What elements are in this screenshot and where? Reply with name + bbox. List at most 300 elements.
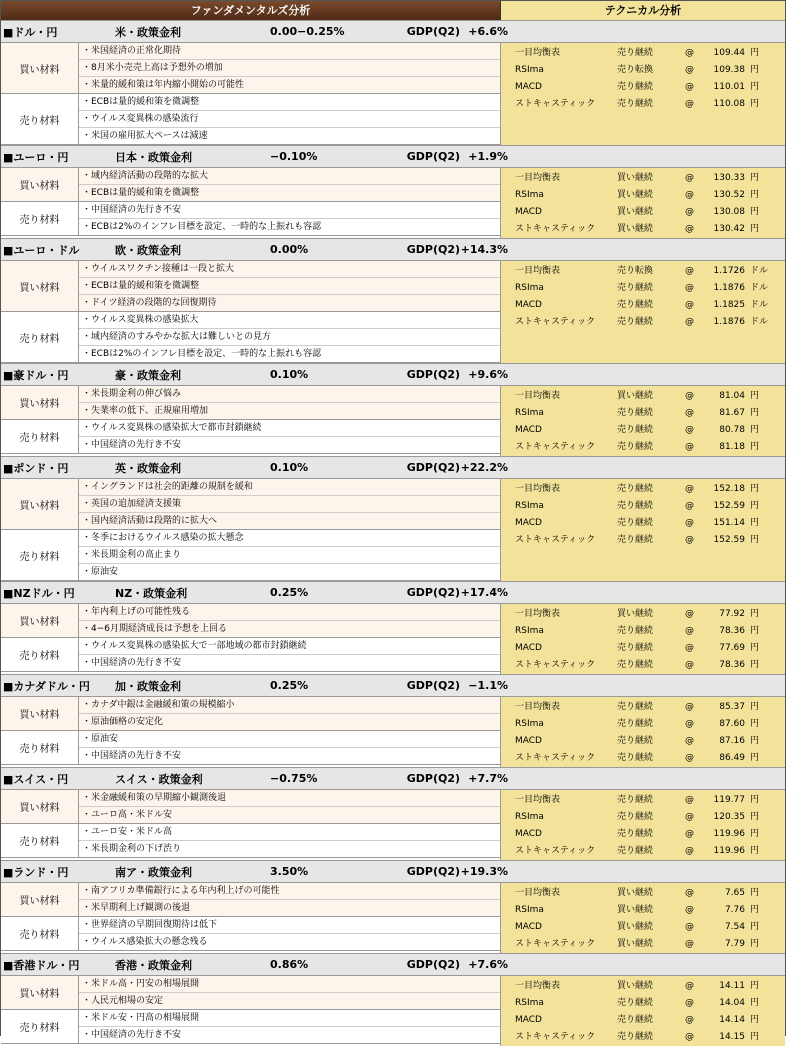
at-mark: @ xyxy=(685,795,694,805)
factor-item: ・米金融緩和策の早期縮小観測後退 xyxy=(79,790,500,807)
factor-item: ・中国経済の先行き不安 xyxy=(82,1030,182,1040)
currency-section xyxy=(1,953,785,1046)
at-mark: @ xyxy=(685,981,694,991)
unit: 円 xyxy=(750,65,760,75)
buy-factors-label: 買い材料 xyxy=(1,604,79,637)
indicator-name: MACD xyxy=(515,82,542,92)
signal: 買い継続 xyxy=(617,609,654,619)
signal: 売り継続 xyxy=(617,484,654,494)
signal: 売り継続 xyxy=(617,846,654,856)
signal: 買い継続 xyxy=(617,939,654,949)
policy-rate-label: スイス・政策金利 xyxy=(115,772,203,786)
technical-row xyxy=(501,439,785,456)
section-body xyxy=(1,604,785,674)
price: 152.59 xyxy=(713,535,745,545)
buy-factors xyxy=(1,883,500,917)
unit: 円 xyxy=(750,224,760,234)
gdp-value: +14.3% xyxy=(460,243,508,256)
policy-rate-value: 0.00−0.25% xyxy=(270,25,345,38)
currency-pair: ■カナダドル・円 xyxy=(3,679,90,693)
sell-factors xyxy=(1,824,500,858)
unit: ドル xyxy=(750,317,769,327)
at-mark: @ xyxy=(685,283,694,293)
currency-pair: ■ランド・円 xyxy=(3,865,69,879)
unit: 円 xyxy=(750,846,760,856)
factor-item: ・米早期利上げ観測の後退 xyxy=(82,903,191,913)
gdp-label: GDP(Q2) xyxy=(406,368,460,381)
gdp-value: +17.4% xyxy=(460,586,508,599)
technical-row xyxy=(501,204,785,221)
buy-factors-label: 買い材料 xyxy=(1,261,79,311)
factor-item: ・失業率の低下、正規雇用増加 xyxy=(82,406,209,416)
unit: 円 xyxy=(750,501,760,511)
policy-rate-label: 香港・政策金利 xyxy=(115,958,192,972)
signal: 売り継続 xyxy=(617,442,654,452)
price: 81.67 xyxy=(719,408,745,418)
at-mark: @ xyxy=(685,812,694,822)
unit: 円 xyxy=(750,48,760,58)
unit: 円 xyxy=(750,981,760,991)
sell-factors xyxy=(1,312,500,363)
price: 130.33 xyxy=(713,173,745,183)
gdp-label: GDP(Q2) xyxy=(406,865,460,878)
factor-item: ・米長期金利の伸び悩み xyxy=(79,386,500,403)
currency-section xyxy=(1,363,785,456)
factor-item: ・ECBは量的緩和策を微調整 xyxy=(82,188,200,198)
technical-row xyxy=(501,657,785,674)
at-mark: @ xyxy=(685,484,694,494)
sell-factors-label: 売り材料 xyxy=(1,530,79,580)
indicator-name: 一目均衡表 xyxy=(515,795,561,805)
policy-rate-value: 3.50% xyxy=(270,865,309,878)
fundamentals-column xyxy=(1,790,501,860)
gdp-label: GDP(Q2) xyxy=(406,772,460,785)
technical-row xyxy=(501,263,785,280)
sell-factors-label: 売り材料 xyxy=(1,638,79,671)
technical-row xyxy=(501,388,785,405)
factor-item: ・ECBは2%のインフレ目標を設定、一時的な上振れも容認 xyxy=(82,222,322,232)
unit: 円 xyxy=(750,719,760,729)
currency-pair: ■ポンド・円 xyxy=(3,461,69,475)
technical-header: テクニカル分析 xyxy=(501,1,785,20)
unit: 円 xyxy=(750,518,760,528)
fundamentals-header: ファンダメンタルズ分析 xyxy=(1,1,501,20)
unit: 円 xyxy=(750,391,760,401)
signal: 売り継続 xyxy=(617,535,654,545)
indicator-name: MACD xyxy=(515,300,542,310)
policy-rate-label: 米・政策金利 xyxy=(115,25,181,39)
section-title xyxy=(1,20,785,43)
section-body xyxy=(1,790,785,860)
indicator-name: ストキャスティック xyxy=(515,317,596,327)
signal: 売り継続 xyxy=(617,408,654,418)
currency-section xyxy=(1,238,785,363)
policy-rate-value: 0.10% xyxy=(270,368,309,381)
price: 119.96 xyxy=(713,829,745,839)
policy-rate-label: NZ・政策金利 xyxy=(115,586,188,600)
sell-factors xyxy=(1,638,500,672)
indicator-name: ストキャスティック xyxy=(515,660,596,670)
technical-row xyxy=(501,792,785,809)
section-title xyxy=(1,145,785,168)
at-mark: @ xyxy=(685,753,694,763)
buy-factors-label: 買い材料 xyxy=(1,479,79,529)
at-mark: @ xyxy=(685,48,694,58)
technical-column xyxy=(501,479,785,581)
indicator-name: RSIma xyxy=(515,65,544,75)
buy-factors-label: 買い材料 xyxy=(1,976,79,1009)
signal: 売り継続 xyxy=(617,1015,654,1025)
at-mark: @ xyxy=(685,660,694,670)
fundamentals-column xyxy=(1,697,501,767)
signal: 売り継続 xyxy=(617,317,654,327)
buy-factors xyxy=(1,43,500,94)
factor-item: ・米ドル高・円安の相場展開 xyxy=(79,976,500,993)
sell-factors-label: 売り材料 xyxy=(1,917,79,950)
factor-item: ・ウイルス変異株の感染拡大で都市封鎖継続 xyxy=(79,420,500,437)
at-mark: @ xyxy=(685,643,694,653)
gdp-value: −1.1% xyxy=(468,679,508,692)
unit: 円 xyxy=(750,1032,760,1042)
technical-row xyxy=(501,422,785,439)
price: 7.54 xyxy=(724,922,745,932)
at-mark: @ xyxy=(685,535,694,545)
factor-item: ・米国の雇用拡大ペースは減速 xyxy=(82,131,208,141)
signal: 売り継続 xyxy=(617,300,654,310)
indicator-name: 一目均衡表 xyxy=(515,48,561,58)
signal: 売り継続 xyxy=(617,736,654,746)
technical-row xyxy=(501,1029,785,1046)
factor-item: ・ECBは量的緩和策を微調整 xyxy=(79,278,500,295)
unit: 円 xyxy=(750,484,760,494)
technical-row xyxy=(501,79,785,96)
technical-row xyxy=(501,978,785,995)
signal: 買い継続 xyxy=(617,922,654,932)
technical-column xyxy=(501,604,785,674)
signal: 買い継続 xyxy=(617,173,654,183)
at-mark: @ xyxy=(685,266,694,276)
unit: 円 xyxy=(750,922,760,932)
currency-section xyxy=(1,767,785,860)
unit: 円 xyxy=(750,702,760,712)
price: 85.37 xyxy=(719,702,745,712)
at-mark: @ xyxy=(685,501,694,511)
currency-pair: ■NZドル・円 xyxy=(3,586,75,600)
section-body xyxy=(1,479,785,581)
sell-factors xyxy=(1,1010,500,1044)
buy-factors xyxy=(1,479,500,530)
sell-factors xyxy=(1,420,500,454)
price: 14.11 xyxy=(719,981,745,991)
price: 1.1825 xyxy=(713,300,745,310)
sell-factors xyxy=(1,917,500,951)
signal: 売り継続 xyxy=(617,501,654,511)
section-body xyxy=(1,261,785,363)
technical-row xyxy=(501,280,785,297)
factor-item: ・冬季におけるウイルス感染の拡大懸念 xyxy=(79,530,500,547)
signal: 売り継続 xyxy=(617,702,654,712)
price: 86.49 xyxy=(719,753,745,763)
factor-item: ・原油価格の安定化 xyxy=(82,717,164,727)
currency-section xyxy=(1,674,785,767)
gdp-label: GDP(Q2) xyxy=(406,679,460,692)
price: 1.1876 xyxy=(713,317,745,327)
factor-item: ・米長期金利の下げ渋り xyxy=(82,844,182,854)
indicator-name: 一目均衡表 xyxy=(515,609,561,619)
section-title xyxy=(1,860,785,883)
section-body xyxy=(1,168,785,238)
at-mark: @ xyxy=(685,317,694,327)
factor-item: ・英国の追加経済支援策 xyxy=(79,496,500,513)
indicator-name: MACD xyxy=(515,736,542,746)
policy-rate-label: 豪・政策金利 xyxy=(115,368,181,382)
buy-factors-label: 買い材料 xyxy=(1,883,79,916)
price: 120.35 xyxy=(713,812,745,822)
policy-rate-value: 0.25% xyxy=(270,586,309,599)
buy-factors xyxy=(1,386,500,420)
factor-item: ・世界経済の早期回復期待は低下 xyxy=(79,917,500,934)
policy-rate-value: 0.00% xyxy=(270,243,309,256)
sell-factors-label: 売り材料 xyxy=(1,420,79,453)
at-mark: @ xyxy=(685,65,694,75)
technical-row xyxy=(501,481,785,498)
factor-item: ・米国経済の正常化期待 xyxy=(79,43,500,60)
technical-row xyxy=(501,716,785,733)
price: 109.44 xyxy=(713,48,745,58)
buy-factors xyxy=(1,604,500,638)
currency-pair: ■ユーロ・円 xyxy=(3,150,69,164)
signal: 売り継続 xyxy=(617,643,654,653)
indicator-name: ストキャスティック xyxy=(515,224,596,234)
gdp-label: GDP(Q2) xyxy=(406,461,460,474)
at-mark: @ xyxy=(685,207,694,217)
indicator-name: RSIma xyxy=(515,626,544,636)
technical-row xyxy=(501,1012,785,1029)
signal: 買い継続 xyxy=(617,391,654,401)
currency-section xyxy=(1,860,785,953)
buy-factors-label: 買い材料 xyxy=(1,790,79,823)
section-title xyxy=(1,767,785,790)
unit: 円 xyxy=(750,905,760,915)
factor-item: ・中国経済の先行き不安 xyxy=(82,658,182,668)
unit: ドル xyxy=(750,300,769,310)
price: 14.14 xyxy=(719,1015,745,1025)
sell-factors-label: 売り材料 xyxy=(1,94,79,144)
currency-section xyxy=(1,581,785,674)
gdp-value: +22.2% xyxy=(460,461,508,474)
technical-row xyxy=(501,187,785,204)
technical-row xyxy=(501,733,785,750)
unit: 円 xyxy=(750,643,760,653)
technical-row xyxy=(501,919,785,936)
at-mark: @ xyxy=(685,829,694,839)
at-mark: @ xyxy=(685,846,694,856)
technical-row xyxy=(501,297,785,314)
technical-column xyxy=(501,883,785,953)
price: 81.04 xyxy=(719,391,745,401)
sell-factors-label: 売り材料 xyxy=(1,202,79,235)
price: 130.42 xyxy=(713,224,745,234)
price: 119.96 xyxy=(713,846,745,856)
unit: 円 xyxy=(750,442,760,452)
price: 119.77 xyxy=(713,795,745,805)
price: 78.36 xyxy=(719,660,745,670)
policy-rate-value: 0.25% xyxy=(270,679,309,692)
fundamentals-column xyxy=(1,386,501,456)
price: 81.18 xyxy=(719,442,745,452)
factor-item: ・米ドル安・円高の相場展開 xyxy=(79,1010,500,1027)
technical-row xyxy=(501,221,785,238)
factor-item: ・中国経済の先行き不安 xyxy=(79,202,500,219)
factor-item: ・年内利上げの可能性残る xyxy=(79,604,500,621)
signal: 売り継続 xyxy=(617,795,654,805)
factor-item: ・ドイツ経済の段階的な回復期待 xyxy=(82,298,217,308)
indicator-name: MACD xyxy=(515,1015,542,1025)
gdp-label: GDP(Q2) xyxy=(406,150,460,163)
gdp-label: GDP(Q2) xyxy=(406,243,460,256)
unit: 円 xyxy=(750,829,760,839)
signal: 売り継続 xyxy=(617,660,654,670)
unit: 円 xyxy=(750,609,760,619)
unit: 円 xyxy=(750,660,760,670)
unit: ドル xyxy=(750,283,769,293)
indicator-name: ストキャスティック xyxy=(515,535,596,545)
technical-column xyxy=(501,386,785,456)
gdp-label: GDP(Q2) xyxy=(406,586,460,599)
signal: 売り継続 xyxy=(617,1032,654,1042)
at-mark: @ xyxy=(685,626,694,636)
unit: 円 xyxy=(750,1015,760,1025)
indicator-name: 一目均衡表 xyxy=(515,888,561,898)
signal: 売り継続 xyxy=(617,829,654,839)
indicator-name: MACD xyxy=(515,425,542,435)
buy-factors xyxy=(1,168,500,202)
unit: 円 xyxy=(750,425,760,435)
gdp-label: GDP(Q2) xyxy=(406,958,460,971)
signal: 売り継続 xyxy=(617,812,654,822)
factor-item: ・ウイルス感染拡大の懸念残る xyxy=(82,937,208,947)
indicator-name: 一目均衡表 xyxy=(515,702,561,712)
section-title xyxy=(1,581,785,604)
sell-factors-label: 売り材料 xyxy=(1,1010,79,1043)
buy-factors xyxy=(1,697,500,731)
indicator-name: RSIma xyxy=(515,190,544,200)
at-mark: @ xyxy=(685,609,694,619)
technical-row xyxy=(501,640,785,657)
policy-rate-value: 0.86% xyxy=(270,958,309,971)
factor-item: ・米量的緩和策は年内縮小開始の可能性 xyxy=(82,80,245,90)
technical-column xyxy=(501,790,785,860)
gdp-value: +6.6% xyxy=(468,25,508,38)
section-body xyxy=(1,697,785,767)
indicator-name: 一目均衡表 xyxy=(515,266,561,276)
policy-rate-label: 日本・政策金利 xyxy=(115,150,192,164)
at-mark: @ xyxy=(685,939,694,949)
price: 87.16 xyxy=(719,736,745,746)
sell-factors xyxy=(1,530,500,581)
currency-sections xyxy=(1,20,785,1046)
sell-factors-label: 売り材料 xyxy=(1,312,79,362)
price: 87.60 xyxy=(719,719,745,729)
indicator-name: ストキャスティック xyxy=(515,753,596,763)
at-mark: @ xyxy=(685,300,694,310)
section-body xyxy=(1,386,785,456)
factor-item: ・原油安 xyxy=(79,731,500,748)
factor-item: ・ウイルス変異株の感染拡大で一部地域の都市封鎖継続 xyxy=(79,638,500,655)
technical-row xyxy=(501,936,785,953)
section-body xyxy=(1,883,785,953)
signal: 買い継続 xyxy=(617,207,654,217)
policy-rate-label: 南ア・政策金利 xyxy=(115,865,192,879)
price: 151.14 xyxy=(713,518,745,528)
indicator-name: RSIma xyxy=(515,905,544,915)
gdp-value: +1.9% xyxy=(468,150,508,163)
indicator-name: ストキャスティック xyxy=(515,939,596,949)
factor-item: ・南アフリカ準備銀行による年内利上げの可能性 xyxy=(79,883,500,900)
fundamentals-column xyxy=(1,883,501,953)
policy-rate-value: −0.75% xyxy=(270,772,318,785)
signal: 買い継続 xyxy=(617,905,654,915)
factor-item: ・ECBは量的緩和策を微調整 xyxy=(79,94,500,111)
indicator-name: MACD xyxy=(515,518,542,528)
buy-factors xyxy=(1,976,500,1010)
signal: 売り継続 xyxy=(617,99,654,109)
technical-row xyxy=(501,902,785,919)
factor-item: ・人民元相場の安定 xyxy=(82,996,164,1006)
signal: 売り継続 xyxy=(617,82,654,92)
buy-factors-label: 買い材料 xyxy=(1,386,79,419)
gdp-label: GDP(Q2) xyxy=(406,25,460,38)
buy-factors-label: 買い材料 xyxy=(1,697,79,730)
factor-item: ・ウイルス変異株の感染拡大 xyxy=(79,312,500,329)
at-mark: @ xyxy=(685,702,694,712)
indicator-name: 一目均衡表 xyxy=(515,484,561,494)
fundamentals-column xyxy=(1,479,501,581)
at-mark: @ xyxy=(685,719,694,729)
price: 77.69 xyxy=(719,643,745,653)
gdp-value: +7.7% xyxy=(468,772,508,785)
signal: 売り継続 xyxy=(617,719,654,729)
technical-row xyxy=(501,606,785,623)
indicator-name: MACD xyxy=(515,207,542,217)
currency-pair: ■豪ドル・円 xyxy=(3,368,69,382)
unit: 円 xyxy=(750,190,760,200)
price: 14.15 xyxy=(719,1032,745,1042)
signal: 買い継続 xyxy=(617,981,654,991)
indicator-name: 一目均衡表 xyxy=(515,981,561,991)
gdp-value: +19.3% xyxy=(460,865,508,878)
indicator-name: 一目均衡表 xyxy=(515,173,561,183)
at-mark: @ xyxy=(685,998,694,1008)
section-title xyxy=(1,363,785,386)
signal: 売り継続 xyxy=(617,283,654,293)
unit: 円 xyxy=(750,998,760,1008)
price: 7.65 xyxy=(724,888,745,898)
factor-item: ・カナダ中銀は金融緩和策の規模縮小 xyxy=(79,697,500,714)
technical-row xyxy=(501,515,785,532)
factor-item: ・ユーロ高・米ドル安 xyxy=(82,810,173,820)
currency-section xyxy=(1,145,785,238)
at-mark: @ xyxy=(685,905,694,915)
price: 130.52 xyxy=(713,190,745,200)
at-mark: @ xyxy=(685,1015,694,1025)
buy-factors-label: 買い材料 xyxy=(1,43,79,93)
technical-column xyxy=(501,261,785,363)
at-mark: @ xyxy=(685,391,694,401)
technical-row xyxy=(501,995,785,1012)
gdp-value: +7.6% xyxy=(468,958,508,971)
price: 110.01 xyxy=(713,82,745,92)
